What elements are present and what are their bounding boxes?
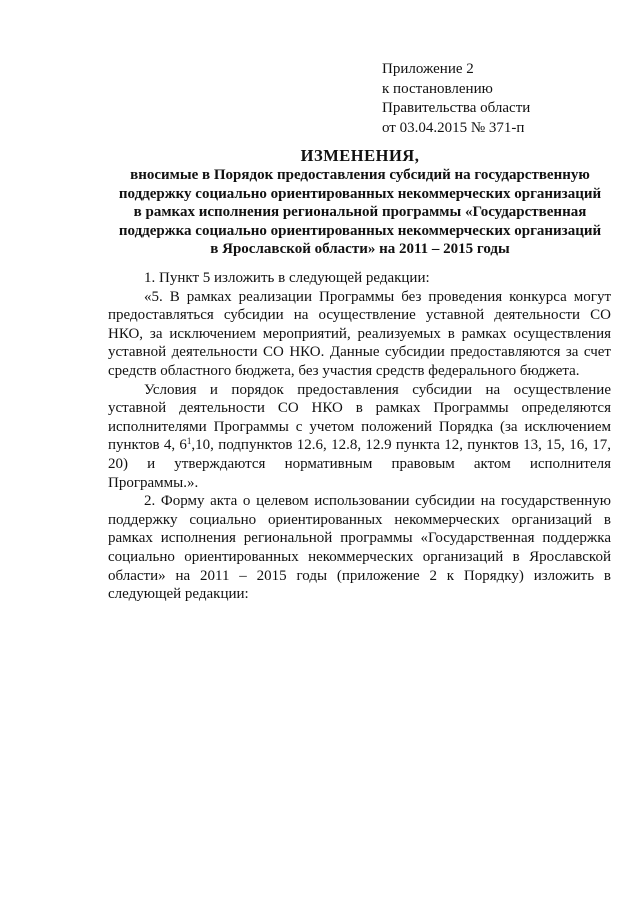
attachment-number: Приложение 2 [382, 61, 474, 77]
document-title: ИЗМЕНЕНИЯ, [300, 146, 420, 165]
paragraph-item-1: 1. Пункт 5 изложить в следующей редакции: [144, 270, 430, 286]
document-subtitle-line: вносимые в Порядок предоставления субсидий на государственную [130, 167, 590, 183]
paragraph-conditions-part-b: ,10, подпунктов 12.6, 12.8, 12.9 пункта 12, пунктов 13, 15, 16, 17, 20) и утверждаются нормативным правовым актом исполнителя Программы.». [108, 437, 612, 491]
paragraph-conditions-part-a: Условия и порядок предоставления субсидии на осуществление уставной деятельности СО НКО в рамках Программы определяются исполнителями Программы с учетом положений Порядка (за исключением пунктов 4, 6 [108, 381, 611, 454]
attachment-block [382, 60, 602, 138]
attachment-authority: Правительства области [382, 100, 531, 116]
document-subtitle-line: в Ярославской области» на 2011 – 2015 годы [210, 241, 510, 258]
superscript-index: 1 [186, 436, 192, 447]
attachment-reference: к постановлению [382, 80, 493, 97]
document-body [108, 269, 611, 604]
document-subtitle-line: поддержка социально ориентированных некоммерческих организаций [118, 222, 602, 239]
document-subtitle-line: поддержку социально ориентированных некоммерческих организаций [118, 185, 602, 202]
paragraph-item-2: 2. Форму акта о целевом использовании субсидии на государственную поддержку социально ориентированных некоммерческих организаций в рамках исполнения региональной программы «Государственная поддержка социально ориентированных некоммерческих организаций в Ярославской области» на 2011 – 2015 годы (приложение 2 к Порядку) изложить в следующей редакции: [108, 493, 611, 603]
document-subtitle-line: в рамках исполнения региональной программы «Государственная [133, 204, 587, 221]
document-header [100, 146, 620, 259]
paragraph-conditions [108, 381, 611, 493]
attachment-date-number: от 03.04.2015 № 371-п [382, 119, 525, 136]
paragraph-item-5-text: «5. В рамках реализации Программы без проведения конкурса могут предоставляться субсидии на осуществление уставной деятельности СО НКО, за исключением мероприятий, реализуемых в рамках осуществления уставной деятельности СО НКО. Данные субсидии предоставляются за счет средств областного бюджета, без участия средств федерального бюджета. [108, 288, 611, 379]
